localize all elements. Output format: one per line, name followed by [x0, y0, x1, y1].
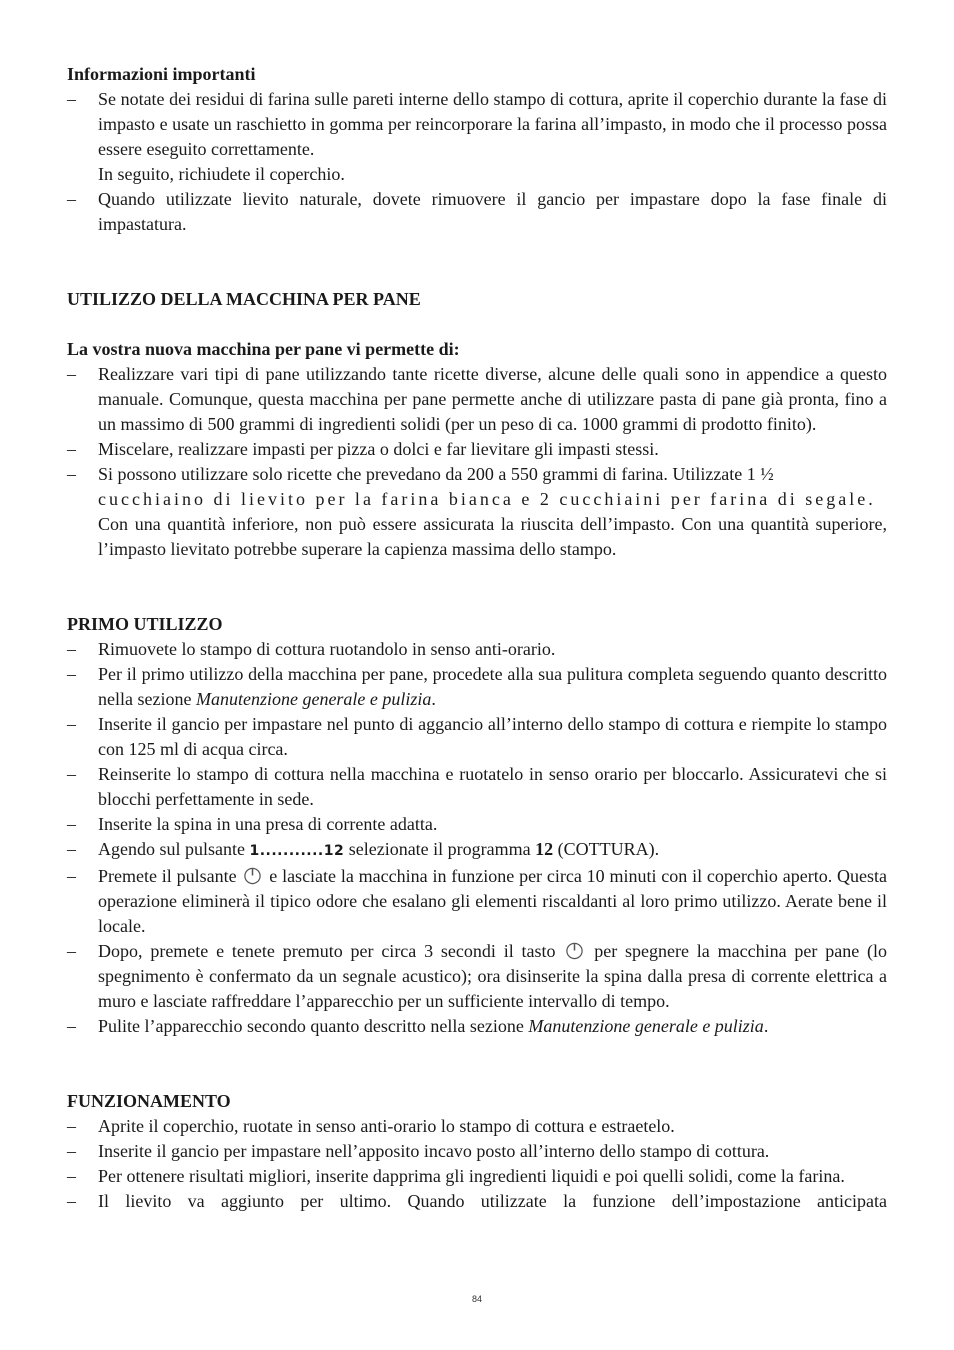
list-item	[67, 762, 887, 812]
item-text-end: per spegnere la macchina per pane (lo spegnimento è confermato da un segnale acustico); ora disinserite la spina dalla presa di corrente elettrica a muro e lasciate raffreddare l’apparecchio per un sufficiente intervallo di tempo.	[98, 941, 888, 1011]
list-item	[67, 1114, 887, 1139]
list-item	[67, 712, 887, 762]
list-item	[67, 637, 887, 662]
item-text-line2: cucchiaino di lievito per la farina bianca e 2 cucchiaini per farina di segale.	[98, 489, 876, 509]
item-text: Miscelare, realizzare impasti per pizza o dolci e far lievitare gli impasti stessi.	[98, 439, 659, 459]
item-text: Rimuovete lo stampo di cottura ruotandolo in senso anti-orario.	[98, 639, 556, 659]
item-text-line1: – Si possono utilizzare solo ricette che prevedano da 200 a 550 grammi di farina. Utilizzate 1 ½	[98, 464, 774, 484]
page-number: 84	[471, 1294, 482, 1304]
item-text: Agendo sul pulsante	[98, 839, 250, 859]
item-text: Aprite il coperchio, ruotate in senso anti-orario lo stampo di cottura e estraetelo.	[98, 1116, 675, 1136]
item-text-end: e lasciate la macchina in funzione per circa 10 minuti con il coperchio aperto. Questa operazione eliminerà il tipico odore che esalano gli elementi riscaldanti al loro primo utilizzo. Aerate bene il locale.	[98, 866, 887, 936]
list-item	[67, 187, 887, 237]
item-text: Inserite il gancio per impastare nel punto di aggancio all’interno dello stampo di cottura e riempite lo stampo con 125 ml di acqua circa.	[98, 714, 887, 759]
list-item	[67, 362, 887, 437]
first-use-list	[67, 637, 887, 1039]
item-text: Realizzare vari tipi di pane utilizzando tante ricette diverse, alcune delle quali sono in appendice a questo manuale. Comunque, questa macchina per pane permette anche di utilizzare pasta di pane già pronta, fino a un massimo di 500 grammi di ingredienti solidi (per un peso di ca. 1000 grammi di prodotto finito).	[98, 364, 887, 434]
list-item	[67, 662, 887, 712]
list-item	[67, 812, 887, 837]
item-text-middle: selezionate il programma	[344, 839, 536, 859]
operation-list	[67, 1114, 887, 1214]
list-item	[67, 462, 887, 562]
list-item	[67, 1164, 887, 1189]
section-reference: Manutenzione generale e pulizia	[528, 1016, 764, 1036]
list-item	[67, 87, 887, 187]
item-text: Inserite la spina in una presa di corrente adatta.	[98, 814, 438, 834]
usage-list	[67, 362, 887, 562]
list-item	[67, 1139, 887, 1164]
important-info-heading: Informazioni importanti	[67, 64, 256, 84]
item-text-line3: Con una quantità inferiore, non può essere assicurata la riuscita dell’impasto. Con una quantità superiore, l’impasto lievitato potrebbe superare la capienza massima dello stampo.	[98, 514, 887, 559]
item-text-end: .	[431, 689, 436, 709]
power-icon	[243, 866, 262, 885]
item-extra-text: In seguito, richiudete il coperchio.	[98, 164, 345, 184]
power-icon	[565, 941, 584, 960]
operation-heading: FUNZIONAMENTO	[67, 1091, 231, 1111]
usage-section-heading: UTILIZZO DELLA MACCHINA PER PANE	[67, 289, 421, 309]
item-text: Per il primo utilizzo della macchina per pane, procedete alla sua pulitura completa seguendo quanto descritto nella sezione	[98, 664, 887, 709]
first-use-heading: PRIMO UTILIZZO	[67, 614, 223, 634]
item-text: Se notate dei residui di farina sulle pareti interne dello stampo di cottura, aprite il coperchio durante la fase di impasto e usate un raschietto in gomma per reincorporare la farina all’impasto, in modo che il processo possa essere eseguito correttamente.	[98, 89, 887, 159]
important-info-list	[67, 87, 887, 237]
list-item	[67, 1014, 887, 1039]
list-item	[67, 939, 887, 1014]
item-text: Dopo, premete e tenete premuto per circa 3 secondi il tasto	[98, 941, 564, 961]
program-button-label: 1...........12	[249, 843, 345, 859]
item-text: Premete il pulsante	[98, 866, 242, 886]
list-item	[67, 864, 887, 939]
item-text: Il lievito va aggiunto per ultimo. Quando utilizzate la funzione dell’impostazione anticipata	[98, 1191, 887, 1211]
list-item	[67, 437, 887, 462]
item-text: Reinserite lo stampo di cottura nella macchina e ruotatelo in senso orario per bloccarlo. Assicuratevi che si blocchi perfettamente in sede.	[98, 764, 887, 809]
item-text: Quando utilizzate lievito naturale, dovete rimuovere il gancio per impastare dopo la fase finale di impastatura.	[98, 189, 887, 234]
item-text: Per ottenere risultati migliori, inserite dapprima gli ingredienti liquidi e poi quelli solidi, come la farina.	[98, 1166, 845, 1186]
item-text: Inserite il gancio per impastare nell’apposito incavo posto all’interno dello stampo di cottura.	[98, 1141, 770, 1161]
usage-subheading: La vostra nuova macchina per pane vi permette di:	[67, 339, 460, 359]
section-reference: Manutenzione generale e pulizia	[195, 689, 432, 709]
list-item	[67, 837, 887, 864]
item-text: Pulite l’apparecchio secondo quanto descritto nella sezione	[98, 1016, 529, 1036]
list-item	[67, 1189, 887, 1214]
item-text-end: (COTTURA).	[553, 839, 660, 859]
item-text-end: .	[763, 1016, 769, 1036]
manual-page	[67, 62, 887, 1214]
program-number: 12	[535, 839, 554, 859]
